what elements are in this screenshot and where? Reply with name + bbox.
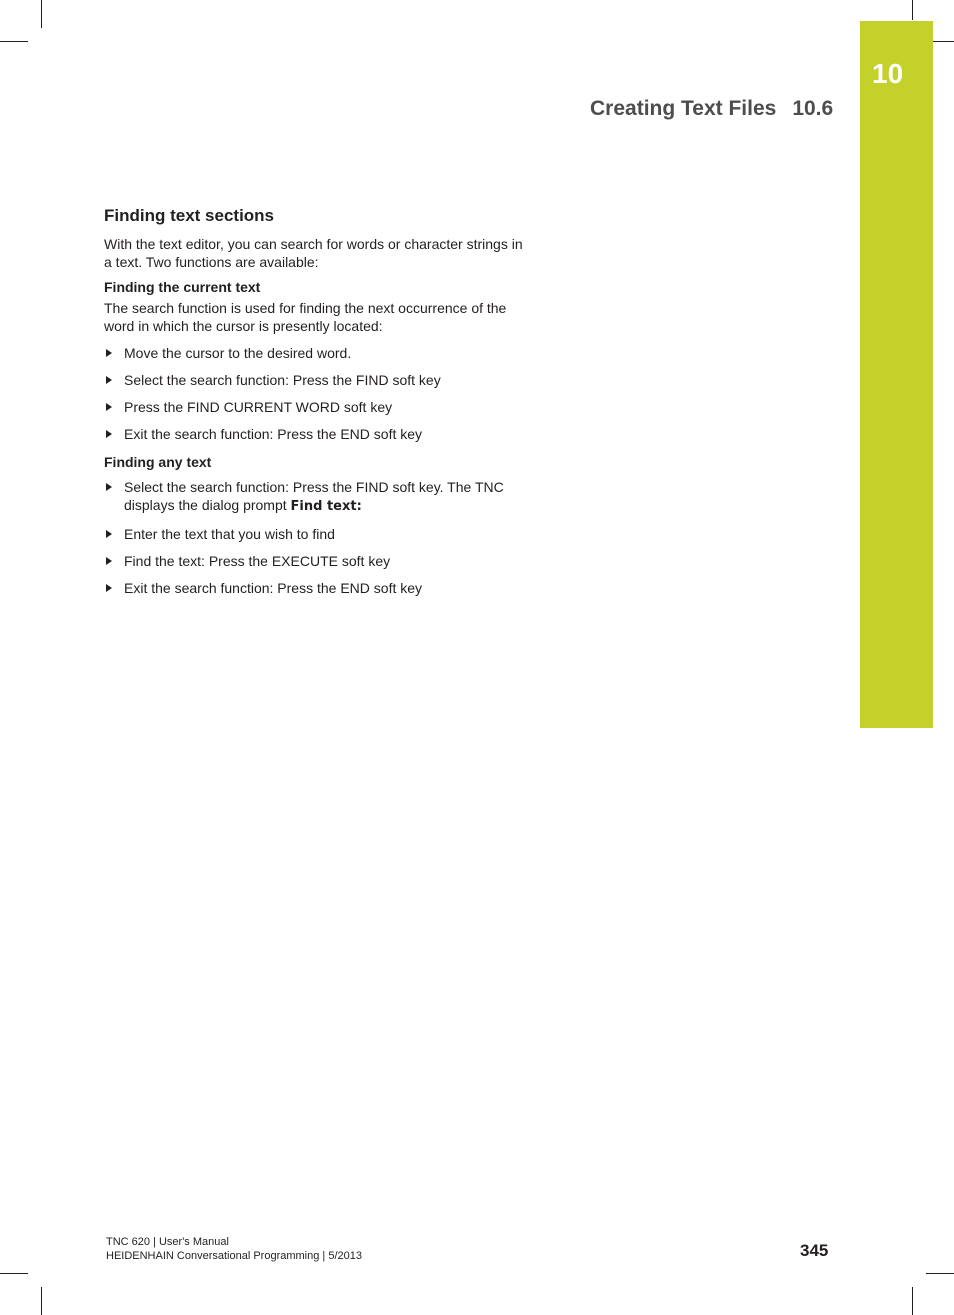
intro-paragraph: With the text editor, you can search for words or character strings in a text. Two functions are available:	[104, 236, 523, 270]
crop-mark	[926, 1273, 954, 1274]
footer-line-1: TNC 620 | User's Manual	[106, 1236, 229, 1248]
crop-mark	[41, 1287, 42, 1315]
triangle-right-icon	[106, 483, 112, 491]
main-content	[104, 205, 534, 607]
list-item	[104, 371, 534, 389]
footer	[106, 1235, 362, 1263]
list-item	[104, 344, 534, 362]
chapter-tab	[860, 21, 933, 728]
section-number: 10.6	[792, 97, 834, 120]
crop-mark	[0, 1273, 28, 1274]
footer-line-2: HEIDENHAIN Conversational Programming | 5/2013	[106, 1250, 362, 1262]
triangle-right-icon	[106, 430, 112, 438]
list-item	[104, 525, 534, 543]
step-text: Exit the search function: Press the END soft key	[124, 426, 423, 442]
page-number: 345	[800, 1241, 829, 1260]
step-text: Press the FIND CURRENT WORD soft key	[124, 399, 393, 415]
subheading-any-text: Finding any text	[104, 454, 212, 470]
chapter-number: 10	[872, 58, 904, 89]
triangle-right-icon	[106, 584, 112, 592]
dialog-prompt: Find text:	[290, 499, 362, 514]
list-item	[104, 425, 534, 443]
crop-mark	[41, 0, 42, 28]
crop-mark	[912, 0, 913, 20]
triangle-right-icon	[106, 403, 112, 411]
step-text: Select the search function: Press the FIND soft key	[124, 372, 441, 388]
list-item	[104, 478, 534, 516]
step-text: Move the cursor to the desired word.	[124, 345, 352, 361]
step-text: Find the text: Press the EXECUTE soft key	[124, 553, 391, 569]
list-item	[104, 398, 534, 416]
list-item	[104, 579, 534, 597]
crop-mark	[0, 41, 28, 42]
subheading-current-text: Finding the current text	[104, 279, 261, 295]
triangle-right-icon	[106, 530, 112, 538]
step-text: Exit the search function: Press the END soft key	[124, 580, 423, 596]
current-text-steps	[104, 344, 534, 443]
step-text: Select the search function: Press the FIND soft key. The TNC displays the dialog prompt	[124, 479, 504, 513]
current-text-description: The search function is used for finding the next occurrence of the word in which the cursor is presently located:	[104, 300, 507, 334]
section-title: Creating Text Files	[590, 97, 777, 120]
any-text-steps	[104, 478, 534, 597]
triangle-right-icon	[106, 557, 112, 565]
page-title: Finding text sections	[104, 206, 275, 225]
triangle-right-icon	[106, 376, 112, 384]
list-item	[104, 552, 534, 570]
triangle-right-icon	[106, 349, 112, 357]
step-text: Enter the text that you wish to find	[124, 526, 335, 542]
crop-mark	[912, 1287, 913, 1315]
running-header	[590, 97, 833, 121]
